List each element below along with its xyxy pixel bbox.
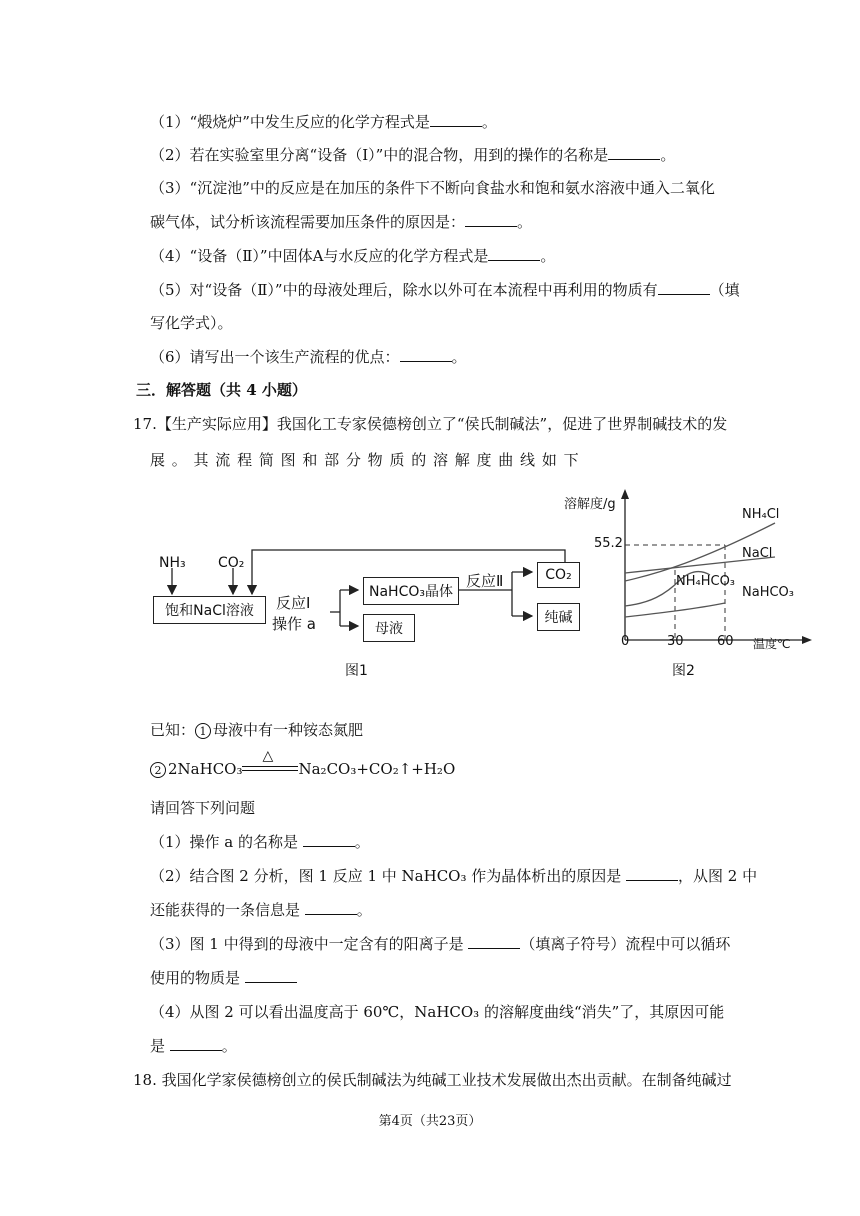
co2-output-box: CO₂ [537,562,580,588]
section-title: 三．解答题（共 4 小题） [136,381,307,399]
question-text: （3）“沉淀池”中的反应是在加压的条件下不断向食盐水和饱和氨水溶液中通入二氧化 [150,179,715,197]
chart-ylabel: 溶解度/g [564,497,616,512]
question-tail: 。 [481,113,497,131]
sub-question-3-line2 [150,968,297,988]
chart-xlabel: 温度℃ [753,637,791,651]
soda-ash-box: 纯碱 [537,603,580,631]
question-3-line1 [150,178,715,198]
sub-question-2-line2 [150,900,372,920]
heat-symbol: △ [262,748,274,764]
solubility-chart-svg [600,485,815,660]
x-tick-60: 60 [717,634,734,649]
curve-label-nh4cl: NH₄Cl [742,507,780,522]
q17-intro-line1: 17.【生产实际应用】我国化工专家侯德榜创立了“侯氏制碱法”，促进了世界制碱技术的发 [133,415,728,433]
question-tail: 。 [660,146,676,164]
answer-blank[interactable] [245,968,297,983]
question-5-line1 [150,280,740,300]
sub-question-text: 还能获得的一条信息是 [150,901,305,919]
question-text: （6）请写出一个该生产流程的优点： [150,348,400,366]
sub-question-tail: 。 [356,901,372,919]
known-1-text: 母液中有一种铵态氮肥 [213,721,364,739]
sub-question-text: （3）图 1 中得到的母液中一定含有的阳离子是 [150,935,469,953]
saturated-nacl-solution-box: 饱和NaCl溶液 [153,596,266,624]
answer-blank[interactable] [658,280,710,295]
question-text: 碳气体，试分析该流程需要加压条件的原因是： [150,213,466,231]
equation-condition [242,748,298,779]
curve-label-nh4hco3: NH₄HCO₃ [676,574,736,589]
question-1 [150,112,497,132]
question-6 [150,347,467,367]
y-mark-55-2: 55.2 [594,536,623,551]
sub-question-text: 是 [150,1037,170,1055]
sub-question-1 [150,832,370,852]
circled-number: 2 [150,762,166,778]
question-text: （5）对“设备（Ⅱ）”中的母液处理后，除水以外可在本流程中再利用的物质有 [150,281,658,299]
answer-blank[interactable] [488,246,540,261]
nahco3-crystal-box: NaHCO₃晶体 [363,577,459,605]
question-text: （2）若在实验室里分离“设备（I）”中的混合物，用到的操作的名称是 [150,146,609,164]
x-tick-30: 30 [667,634,684,649]
page-footer: 第4页（共23页） [378,1114,482,1129]
answer-blank[interactable] [468,934,520,949]
sub-question-text: （2）结合图 2 分析，图 1 反应 1 中 NaHCO₃ 作为晶体析出的原因是 [150,867,627,885]
known-label: 已知： [150,721,196,739]
answer-blank[interactable] [608,145,660,160]
sub-question-tail: 。 [221,1037,237,1055]
curve-label-nahco3: NaHCO₃ [742,585,794,600]
question-text: （1）“煅烧炉”中发生反应的化学方程式是 [150,113,430,131]
question-5-line2 [150,313,233,333]
sub-question-text: 使用的物质是 [150,969,245,987]
sub-question-tail: 。 [354,833,370,851]
sub-question-2-line1 [150,866,757,886]
known-2-equation [150,748,456,779]
question-text: （4）“设备（Ⅱ）”中固体A与水反应的化学方程式是 [150,247,489,265]
sub-question-text: （1）操作 a 的名称是 [150,833,303,851]
x-tick-0: 0 [621,634,630,649]
question-3-line2 [150,212,532,232]
answer-blank[interactable] [465,212,517,227]
question-4 [150,246,555,266]
nh3-label: NH₃ [159,555,186,571]
answer-blank[interactable] [303,832,355,847]
co2-input-label: CO₂ [218,555,245,571]
equation-left: 2NaHCO₃ [168,760,243,778]
sub-question-4-line2 [150,1036,237,1056]
curve-label-nacl: NaCl [742,546,773,561]
q17-intro-line2: 展 。 其 流 程 简 图 和 部 分 物 质 的 溶 解 度 曲 线 如 下 [150,451,580,469]
question-tail: 。 [451,348,467,366]
circled-number: 1 [195,723,211,739]
figure-1-caption: 图1 [345,663,368,679]
answer-blank[interactable] [170,1036,222,1051]
figure-2-caption: 图2 [672,663,695,679]
sub-question-tail: （填离子符号）流程中可以循环 [520,935,731,953]
question-text: 写化学式）。 [150,314,233,332]
mother-liquor-box: 母液 [363,614,415,642]
sub-question-4-line1 [150,1002,724,1022]
operation-a-label: 操作 a [272,615,316,633]
answer-blank[interactable] [430,112,482,127]
reaction-1-label: 反应Ⅰ [276,594,311,612]
sub-question-tail: ，从图 2 中 [678,867,758,885]
answer-blank[interactable] [626,866,678,881]
question-tail: 。 [540,247,556,265]
answer-blank[interactable] [400,347,452,362]
question-tail: 。 [517,213,533,231]
question-2 [150,145,675,165]
known-1 [150,720,363,740]
reaction-2-label: 反应Ⅱ [466,572,504,590]
equation-right: Na₂CO₃+CO₂↑+H₂O [298,760,456,778]
instruction: 请回答下列问题 [150,799,256,817]
sub-question-3-line1 [150,934,730,954]
answer-blank[interactable] [305,900,357,915]
sub-question-text: （4）从图 2 可以看出温度高于 60℃，NaHCO₃ 的溶解度曲线“消失”了，其原因可能 [150,1003,725,1021]
question-tail: （填 [709,281,740,299]
question-18-intro: 18. 我国化学家侯德榜创立的侯氏制碱法为纯碱工业技术发展做出杰出贡献。在制备纯碱过 [133,1071,732,1089]
